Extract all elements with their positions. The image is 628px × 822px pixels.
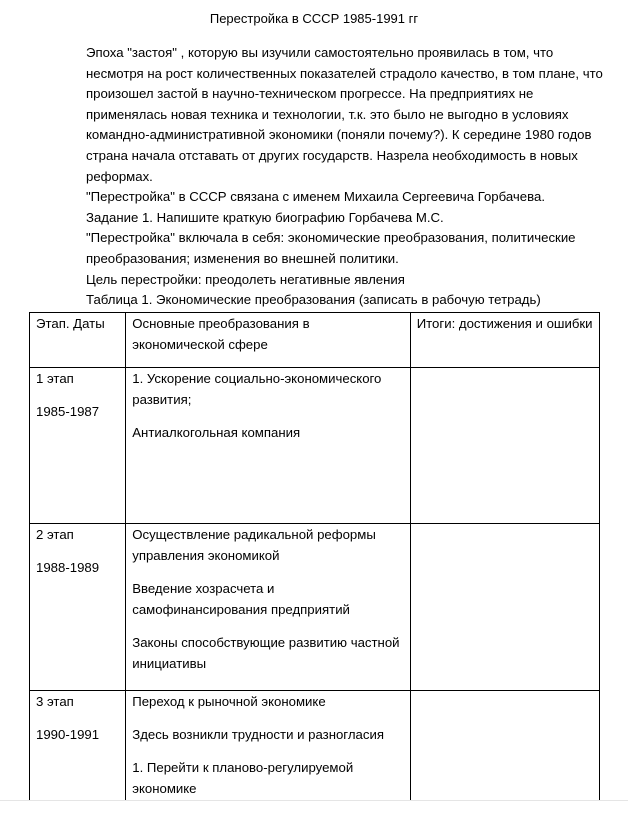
reform-item: Введение хозрасчета и самофинансирования предприятий <box>132 581 350 617</box>
header-reforms: Основные преобразования в экономической сфере <box>126 313 410 368</box>
paragraph-perestroika-includes: "Перестройка" включала в себя: экономические преобразования, политические преобразования; изменения во внешней политики. <box>86 230 576 266</box>
reform-item: Здесь возникли трудности и разногласия <box>132 727 384 742</box>
header-stage: Этап. Даты <box>30 313 126 368</box>
paragraph-goal: Цель перестройки: преодолеть негативные явления <box>86 271 405 287</box>
table-header-row <box>30 313 600 368</box>
stage-dates: 1990-1991 <box>36 727 100 742</box>
table-row <box>30 524 600 691</box>
reforms-cell <box>126 691 410 802</box>
stage-dates: 1988-1989 <box>36 560 100 575</box>
reform-item: Законы способствующие развитию частной инициативы <box>132 635 400 671</box>
results-cell <box>410 524 599 691</box>
header-results: Итоги: достижения и ошибки <box>410 313 599 368</box>
economic-reforms-table <box>29 312 600 801</box>
stage-label: 3 этап <box>36 694 74 709</box>
stage-cell <box>30 691 126 802</box>
document-body <box>86 43 606 311</box>
stage-cell <box>30 524 126 691</box>
stage-cell <box>30 368 126 524</box>
results-cell <box>410 691 599 802</box>
stage-dates: 1985-1987 <box>36 404 100 419</box>
paragraph-intro: Эпоха "застоя" , которую вы изучили самостоятельно проявилась в том, что несмотря на рост количественных показателей страдоло качество, в том плане, что произошел застой в научно-техническом прогрессе. На предприятиях не применялась новая техника и технологии, т.к. это было не выгодно в условиях командно-административной экономики (поняли почему?). К середине 1980 годов страна начала отставать от других государств. Назрела необходимость в новых реформах. <box>86 45 603 184</box>
reform-item: 1. Перейти к планово-регулируемой экономике <box>132 760 354 796</box>
reform-item: Переход к рыночной экономике <box>132 694 326 709</box>
table-row <box>30 368 600 524</box>
reforms-cell <box>126 524 410 691</box>
reforms-cell <box>126 368 410 524</box>
stage-label: 1 этап <box>36 371 74 386</box>
paragraph-task-1: Задание 1. Напишите краткую биографию Горбачева М.С. <box>86 209 444 225</box>
stage-label: 2 этап <box>36 527 74 542</box>
table-row <box>30 691 600 802</box>
reform-item: Антиалкогольная компания <box>132 425 301 440</box>
results-cell <box>410 368 599 524</box>
paragraph-table-caption: Таблица 1. Экономические преобразования (записать в рабочую тетрадь) <box>86 292 541 308</box>
page-bottom-margin <box>0 801 628 822</box>
document-title: Перестройка в СССР 1985-1991 гг <box>209 11 419 26</box>
reform-item: Осуществление радикальной реформы управления экономикой <box>132 527 376 563</box>
reform-item: 1. Ускорение социально-экономического развития; <box>132 371 382 407</box>
paragraph-gorbachev: "Перестройка" в СССР связана с именем Михаила Сергеевича Горбачева. <box>86 189 545 205</box>
